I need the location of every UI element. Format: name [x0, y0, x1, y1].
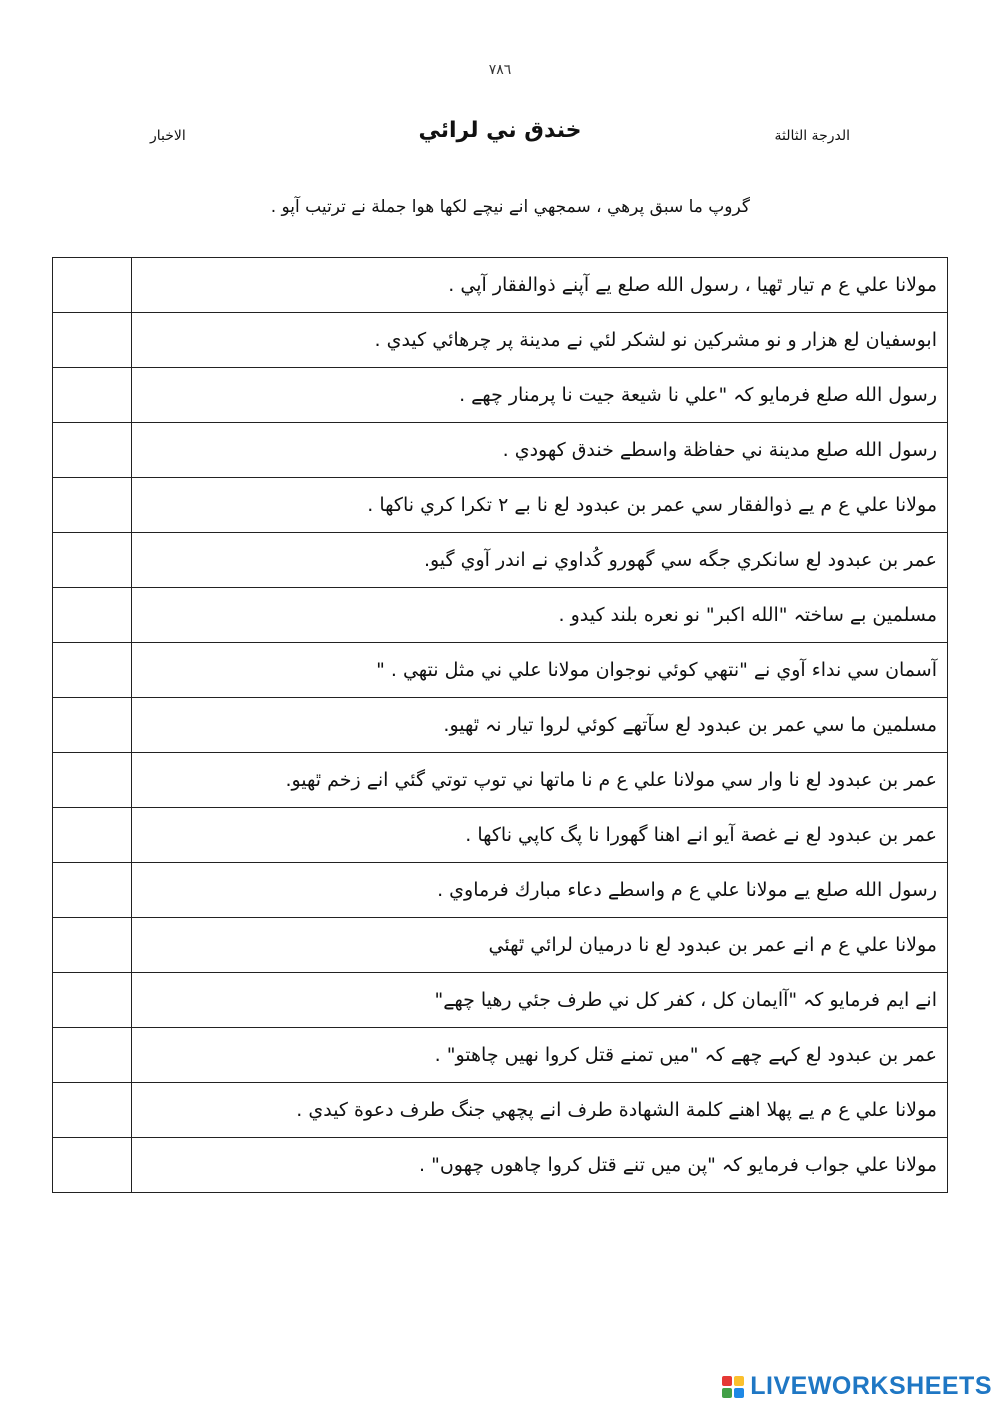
sentence-text: ابوسفيان لع هزار و نو مشركين نو لشكر لئي نے مدينة پر چرهائي كيدي .: [132, 313, 948, 368]
sentence-text: رسول الله صلع مدينة ني حفاظة واسطے خندق كهودي .: [132, 423, 948, 478]
order-input[interactable]: [53, 1083, 132, 1138]
sentence-text: رسول الله صلع يے مولانا علي ع م واسطے دعاء مبارك فرماوي .: [132, 863, 948, 918]
header-left-label: الاخبار: [150, 128, 186, 144]
sentence-table: [52, 257, 948, 1193]
order-input[interactable]: [53, 808, 132, 863]
sentence-text: مولانا علي ع م تيار ٿهيا ، رسول الله صلع يے آپنے ذوالفقار آپي .: [132, 258, 948, 313]
table-row: [53, 918, 948, 973]
table-row: [53, 753, 948, 808]
table-row: [53, 478, 948, 533]
sentence-text: مسلمين بے ساختہ "الله اكبر" نو نعره بلند كيدو .: [132, 588, 948, 643]
order-input[interactable]: [53, 533, 132, 588]
sentence-text: مولانا علي ع م يے ذوالفقار سي عمر بن عبدود لع نا بے ٢ تكرا كري ناكها .: [132, 478, 948, 533]
table-row: [53, 588, 948, 643]
page-number: ٧٨٦: [488, 62, 512, 78]
order-input[interactable]: [53, 1028, 132, 1083]
logo-square-green: [722, 1388, 732, 1398]
sentence-text: عمر بن عبدود لع كہے چهے كہ "ميں تمنے قتل كروا نهيں چاهتو" .: [132, 1028, 948, 1083]
order-input[interactable]: [53, 643, 132, 698]
table-row: [53, 1028, 948, 1083]
order-input[interactable]: [53, 478, 132, 533]
table-row: [53, 1083, 948, 1138]
logo-square-blue: [734, 1388, 744, 1398]
sentence-text: عمر بن عبدود لع نے غصة آيو انے اهنا گهورا نا پگ كاپي ناكها .: [132, 808, 948, 863]
liveworksheets-logo-icon: [722, 1376, 744, 1398]
table-row: [53, 698, 948, 753]
order-input[interactable]: [53, 863, 132, 918]
table-row: [53, 973, 948, 1028]
table-row: [53, 258, 948, 313]
order-input[interactable]: [53, 313, 132, 368]
order-input[interactable]: [53, 258, 132, 313]
sentence-text: مولانا علي جواب فرمايو كہ "پن ميں تنے قتل كروا چاهوں چهوں" .: [132, 1138, 948, 1193]
sentence-text: رسول الله صلع فرمايو كہ "علي نا شيعة جيت نا پرمنار چهے .: [132, 368, 948, 423]
sentence-text: عمر بن عبدود لع سانكري جگه سي گهورو كُداوي نے اندر آوي گيو.: [132, 533, 948, 588]
instruction-text: گروپ ما سبق پرهي ، سمجهي انے نيچے لكها هوا جملة نے ترتيب آپو .: [270, 197, 750, 217]
brand-text: LIVEWORKSHEETS: [750, 1372, 992, 1400]
table-row: [53, 423, 948, 478]
order-input[interactable]: [53, 918, 132, 973]
order-input[interactable]: [53, 973, 132, 1028]
table-row: [53, 533, 948, 588]
sentence-text: مولانا علي ع م يے پهلا اهنے كلمة الشهادة طرف انے پچهي جنگ طرف دعوة كيدي .: [132, 1083, 948, 1138]
table-row: [53, 643, 948, 698]
order-input[interactable]: [53, 753, 132, 808]
table-row: [53, 1138, 948, 1193]
logo-square-yellow: [734, 1376, 744, 1386]
sentence-text: آسمان سي نداء آوي نے "نتهي كوئي نوجوان مولانا علي ني مثل نتهي . ": [132, 643, 948, 698]
order-input[interactable]: [53, 1138, 132, 1193]
table-row: [53, 368, 948, 423]
liveworksheets-brand[interactable]: [722, 1372, 992, 1401]
order-input[interactable]: [53, 423, 132, 478]
order-input[interactable]: [53, 368, 132, 423]
header-right-label: الدرجة الثالثة: [774, 128, 850, 144]
table-row: [53, 863, 948, 918]
sentence-text: انے ايم فرمايو كہ "آايمان كل ، كفر كل ني طرف جئي رهيا چهے": [132, 973, 948, 1028]
order-input[interactable]: [53, 698, 132, 753]
order-input[interactable]: [53, 588, 132, 643]
table-row: [53, 808, 948, 863]
logo-square-red: [722, 1376, 732, 1386]
sentence-text: مسلمين ما سي عمر بن عبدود لع سآتهے كوئي لروا تيار نہ ٿهيو.: [132, 698, 948, 753]
page-header: [150, 118, 850, 158]
table-row: [53, 313, 948, 368]
page-title: خندق ني لرائي: [418, 118, 582, 143]
sentence-text: عمر بن عبدود لع نا وار سي مولانا علي ع م نا ماتها ني توپ توتي گئي انے زخم ٿهيو.: [132, 753, 948, 808]
sentence-text: مولانا علي ع م انے عمر بن عبدود لع نا درميان لرائي ٿهئي: [132, 918, 948, 973]
